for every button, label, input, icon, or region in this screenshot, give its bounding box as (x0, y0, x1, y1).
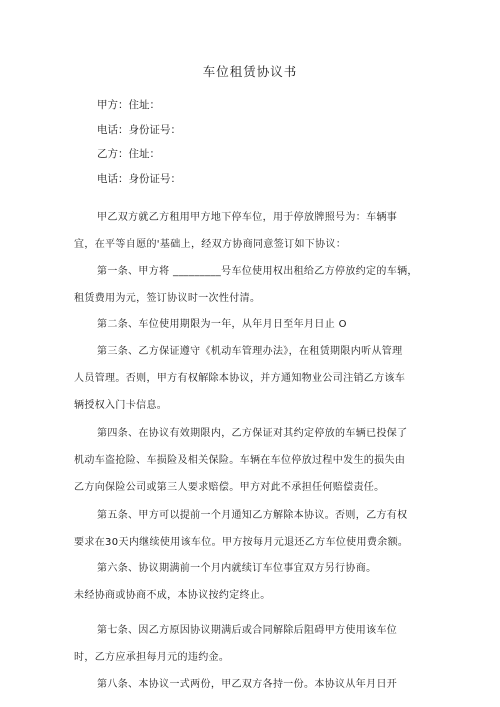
clause-line: 第一条、甲方将 _________号车位使用权出租给乙方停放约定的车辆， (97, 266, 418, 277)
preamble-line: 甲乙双方就乙方租用甲方地下停车位，用于停放牌照号为：车辆事 (97, 212, 398, 223)
clause-7-paragraph (74, 617, 439, 671)
clause-2-paragraph (74, 311, 439, 338)
clause-line: 第二条、车位使用期限为一年，从年月日至年月日止 O (97, 319, 347, 330)
preamble-paragraph (74, 204, 439, 258)
document-title: 车位租赁协议书 (202, 64, 298, 79)
clause-3-paragraph (74, 338, 439, 419)
preamble-line: 宜，在平等自愿的'基础上，经双方协商同意签订如下协议： (74, 239, 347, 250)
clause-5-paragraph (74, 502, 439, 556)
party-a-address-field: 甲方：住址： (97, 99, 160, 111)
clause-line: 辆授权入门卡信息。 (74, 400, 168, 411)
clause-line: 第五条、甲方可以提前一个月通知乙方解除本协议。否则，乙方有权 (97, 510, 408, 521)
party-b-phone-id-field: 电话：身份证号： (97, 173, 181, 185)
clause-4-paragraph (74, 420, 439, 501)
clause-line: 租赁费用为元，签订协议时一次性付清。 (74, 293, 261, 304)
clause-8-paragraph (74, 671, 439, 698)
clause-line: 未经协商或协商不成，本协议按约定终止。 (74, 590, 271, 601)
clause-line: 第八条、本协议一式两份，甲乙双方各持一份。本协议从年月日开 (97, 679, 398, 690)
clause-line: 第六条、协议期满前一个月内就续订车位事宜双方另行协商。 (97, 563, 377, 574)
clause-line: 第七条、因乙方原因协议期满后或合同解除后阻碍甲方使用该车位 (97, 625, 398, 636)
clause-line: 第三条、乙方保证遵守《机动车管理办法》，在租赁期限内听从管理 (97, 346, 403, 357)
clause-line: 乙方向保险公司或第三人要求赔偿。甲方对此不承担任何赔偿责任。 (74, 482, 385, 493)
party-b-address-field: 乙方：住址： (97, 148, 160, 160)
clause-6-paragraph (74, 555, 439, 582)
clause-line: 机动车盗抢险、车损险及相关保险。车辆在车位停放过程中发生的损失由 (74, 455, 406, 466)
clause-line: 时，乙方应承担每月元的违约金。 (74, 652, 230, 663)
clause-line: 人员管理。否则，甲方有权解除本协议，并方通知物业公司注销乙方该车 (74, 373, 406, 384)
clause-1-paragraph (74, 258, 439, 312)
party-a-phone-id-field: 电话：身份证号： (97, 124, 181, 136)
clause-line: 第四条、在协议有效期限内，乙方保证对其约定停放的车辆已投保了 (97, 428, 408, 439)
clause-line: 要求在30天内继续使用该车位。甲方按每月元退还乙方车位使用费余额。 (74, 537, 409, 548)
clause-6-continuation (74, 582, 439, 609)
